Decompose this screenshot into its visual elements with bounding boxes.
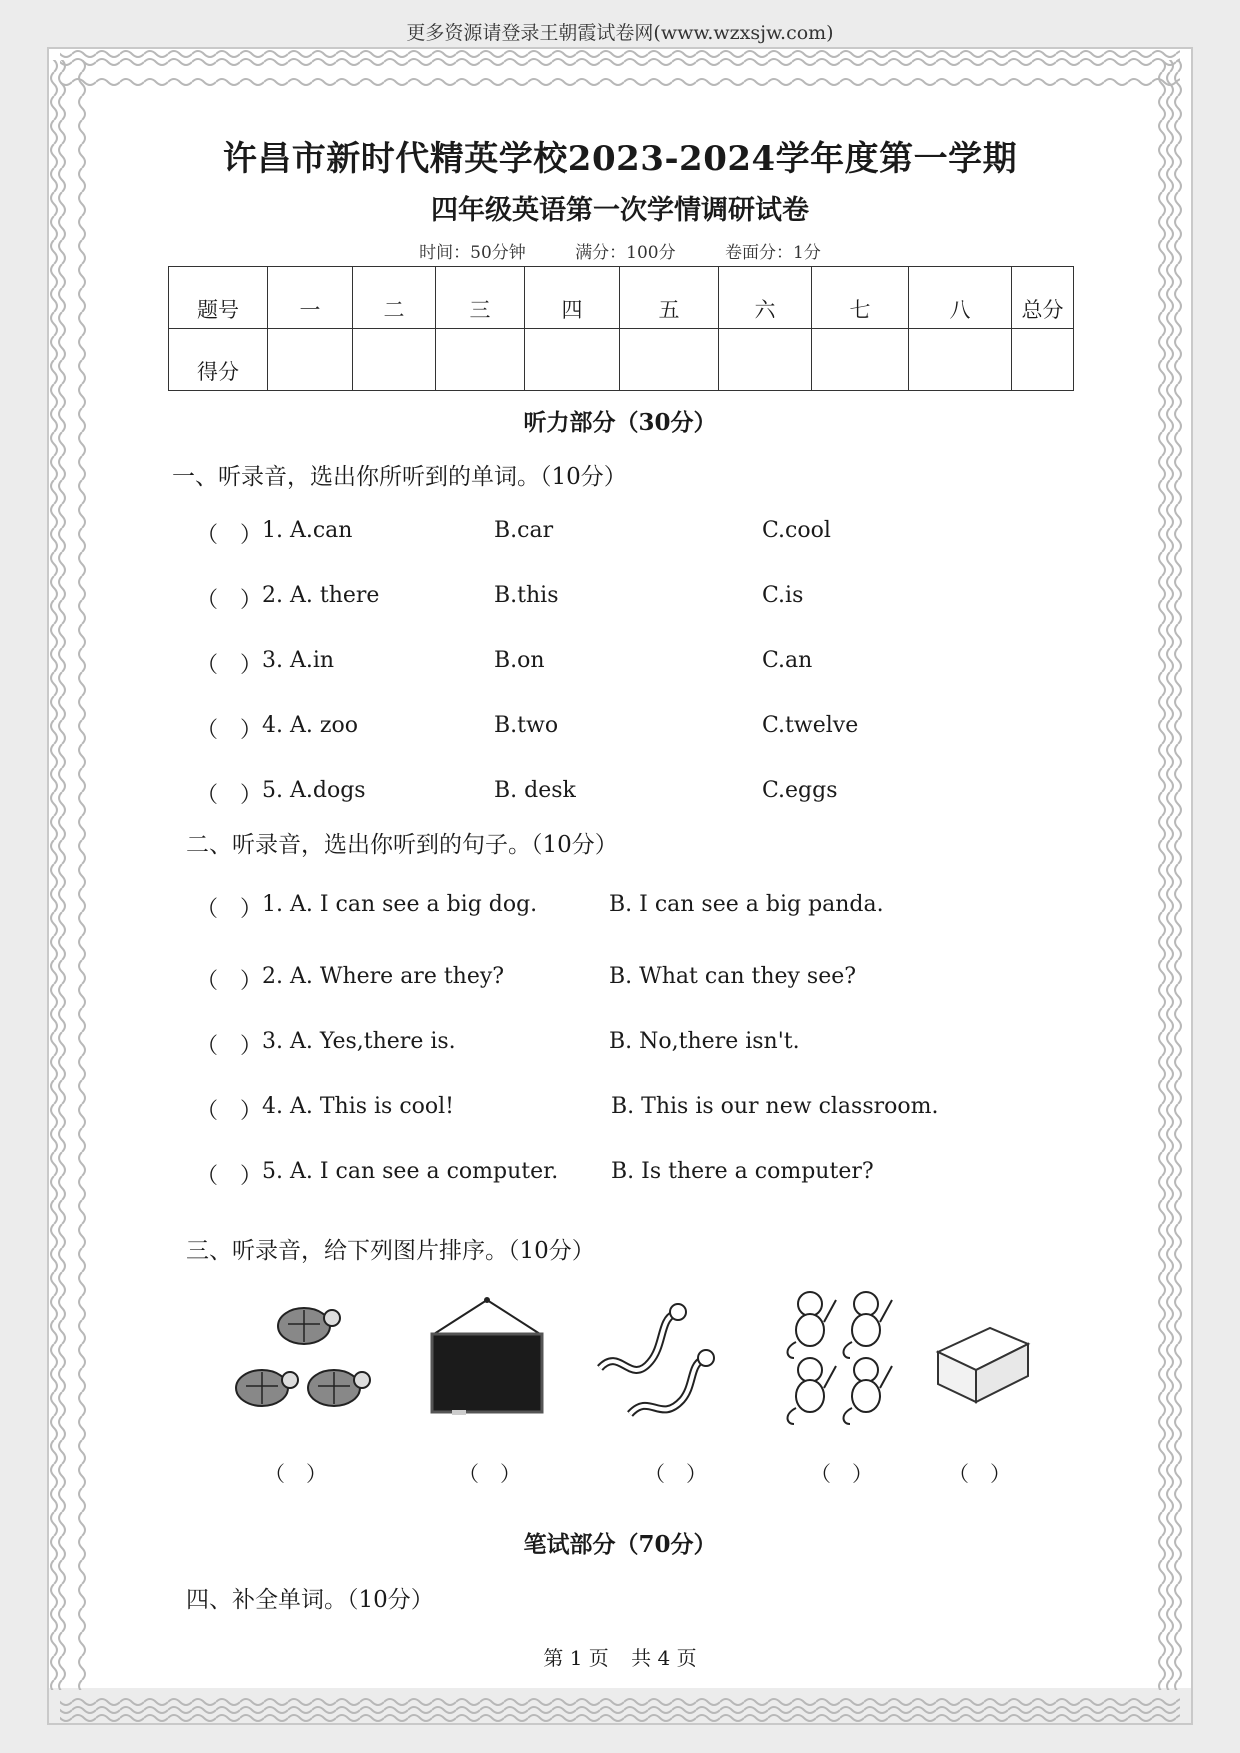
score-table: [168, 266, 1074, 391]
score-header-cell: 题号: [169, 267, 268, 329]
picture-order-blank[interactable]: （ ）: [810, 1462, 873, 1486]
option-a: 3. A.in: [262, 648, 335, 673]
score-header-cell: 总分: [1012, 267, 1074, 329]
answer-paren[interactable]: （ ）: [196, 783, 263, 808]
score-header-cell: 五: [620, 267, 719, 329]
writing-header: 笔试部分（70分）: [523, 1531, 717, 1558]
score-input-cell[interactable]: [909, 329, 1012, 391]
option-b: B.car: [494, 518, 554, 543]
score-input-cell[interactable]: [268, 329, 353, 391]
exam-subtitle: 四年级英语第一次学情调研试卷: [431, 195, 809, 226]
score-input-cell[interactable]: [436, 329, 525, 391]
score-header-cell: 八: [909, 267, 1012, 329]
sentence-a: 2. A. Where are they?: [262, 964, 505, 989]
source-note: 更多资源请登录王朝霞试卷网(www.wzxsjw.com): [406, 22, 834, 44]
score-header-cell: 二: [353, 267, 436, 329]
time-limit: 时间：50分钟: [419, 243, 526, 263]
answer-paren[interactable]: （ ）: [196, 897, 263, 922]
section1-title: 一、听录音，选出你所听到的单词。（10分）: [172, 464, 627, 490]
section2-title: 二、听录音，选出你听到的句子。（10分）: [186, 832, 618, 858]
option-a: 5. A.dogs: [262, 778, 366, 803]
option-c: C.cool: [762, 518, 831, 543]
score-input-cell[interactable]: [353, 329, 436, 391]
option-b: B.this: [494, 583, 559, 608]
sentence-b: B. No,there isn't.: [609, 1029, 800, 1054]
answer-paren[interactable]: （ ）: [196, 1099, 263, 1124]
page-current: 第 1 页: [543, 1646, 609, 1670]
score-header-cell: 六: [719, 267, 812, 329]
eraser-picture: [928, 1308, 1038, 1418]
full-score: 满分：100分: [575, 243, 676, 263]
score-header-cell: 四: [525, 267, 620, 329]
score-header-cell: 三: [436, 267, 525, 329]
picture-order-blank[interactable]: （ ）: [948, 1462, 1011, 1486]
exam-title: 许昌市新时代精英学校2023-2024学年度第一学期: [222, 139, 1018, 179]
option-a: 1. A.can: [262, 518, 353, 543]
sentence-a: 3. A. Yes,there is.: [262, 1029, 456, 1054]
option-a: 2. A. there: [262, 583, 380, 608]
option-b: B. desk: [494, 778, 576, 803]
sentence-b: B. I can see a big panda.: [609, 892, 884, 917]
score-input-cell[interactable]: [620, 329, 719, 391]
answer-paren[interactable]: （ ）: [196, 653, 263, 678]
answer-paren[interactable]: （ ）: [196, 523, 263, 548]
answer-paren[interactable]: （ ）: [196, 1164, 263, 1189]
answer-paren[interactable]: （ ）: [196, 969, 263, 994]
score-row-label: 得分: [169, 329, 268, 391]
section4-title: 四、补全单词。（10分）: [186, 1587, 434, 1613]
score-input-cell[interactable]: [525, 329, 620, 391]
answer-paren[interactable]: （ ）: [196, 588, 263, 613]
sentence-b: B. What can they see?: [609, 964, 857, 989]
exam-meta: [96, 238, 1144, 263]
answer-paren[interactable]: （ ）: [196, 718, 263, 743]
score-header-cell: 七: [812, 267, 909, 329]
page-total: 共 4 页: [631, 1646, 697, 1670]
answer-paren[interactable]: （ ）: [196, 1034, 263, 1059]
score-input-cell[interactable]: [812, 329, 909, 391]
neatness-score: 卷面分：1分: [725, 243, 821, 263]
picture-order-blank[interactable]: （ ）: [458, 1462, 521, 1486]
sentence-a: 4. A. This is cool!: [262, 1094, 455, 1119]
sentence-a: 5. A. I can see a computer.: [262, 1159, 559, 1184]
sentence-b: B. This is our new classroom.: [611, 1094, 939, 1119]
option-a: 4. A. zoo: [262, 713, 358, 738]
exam-page: [96, 86, 1144, 1688]
section3-title: 三、听录音，给下列图片排序。（10分）: [186, 1238, 595, 1264]
turtles-picture: [226, 1296, 376, 1426]
option-c: C.twelve: [762, 713, 859, 738]
option-b: B.on: [494, 648, 545, 673]
blackboard-picture: [422, 1294, 552, 1424]
sentence-b: B. Is there a computer?: [611, 1159, 874, 1184]
picture-order-blank[interactable]: （ ）: [264, 1462, 327, 1486]
score-input-cell[interactable]: [719, 329, 812, 391]
option-c: C.is: [762, 583, 804, 608]
option-b: B.two: [494, 713, 559, 738]
score-header-cell: 一: [268, 267, 353, 329]
page-number: [96, 1642, 1144, 1671]
score-table-header-row: [169, 267, 1074, 329]
listening-header: 听力部分（30分）: [523, 409, 717, 436]
sentence-a: 1. A. I can see a big dog.: [262, 892, 538, 917]
monkeys-picture: [770, 1282, 920, 1432]
picture-order-blank[interactable]: （ ）: [644, 1462, 707, 1486]
score-input-cell[interactable]: [1012, 329, 1074, 391]
score-table-score-row: [169, 329, 1074, 391]
snakes-picture: [590, 1296, 720, 1426]
option-c: C.an: [762, 648, 813, 673]
option-c: C.eggs: [762, 778, 838, 803]
